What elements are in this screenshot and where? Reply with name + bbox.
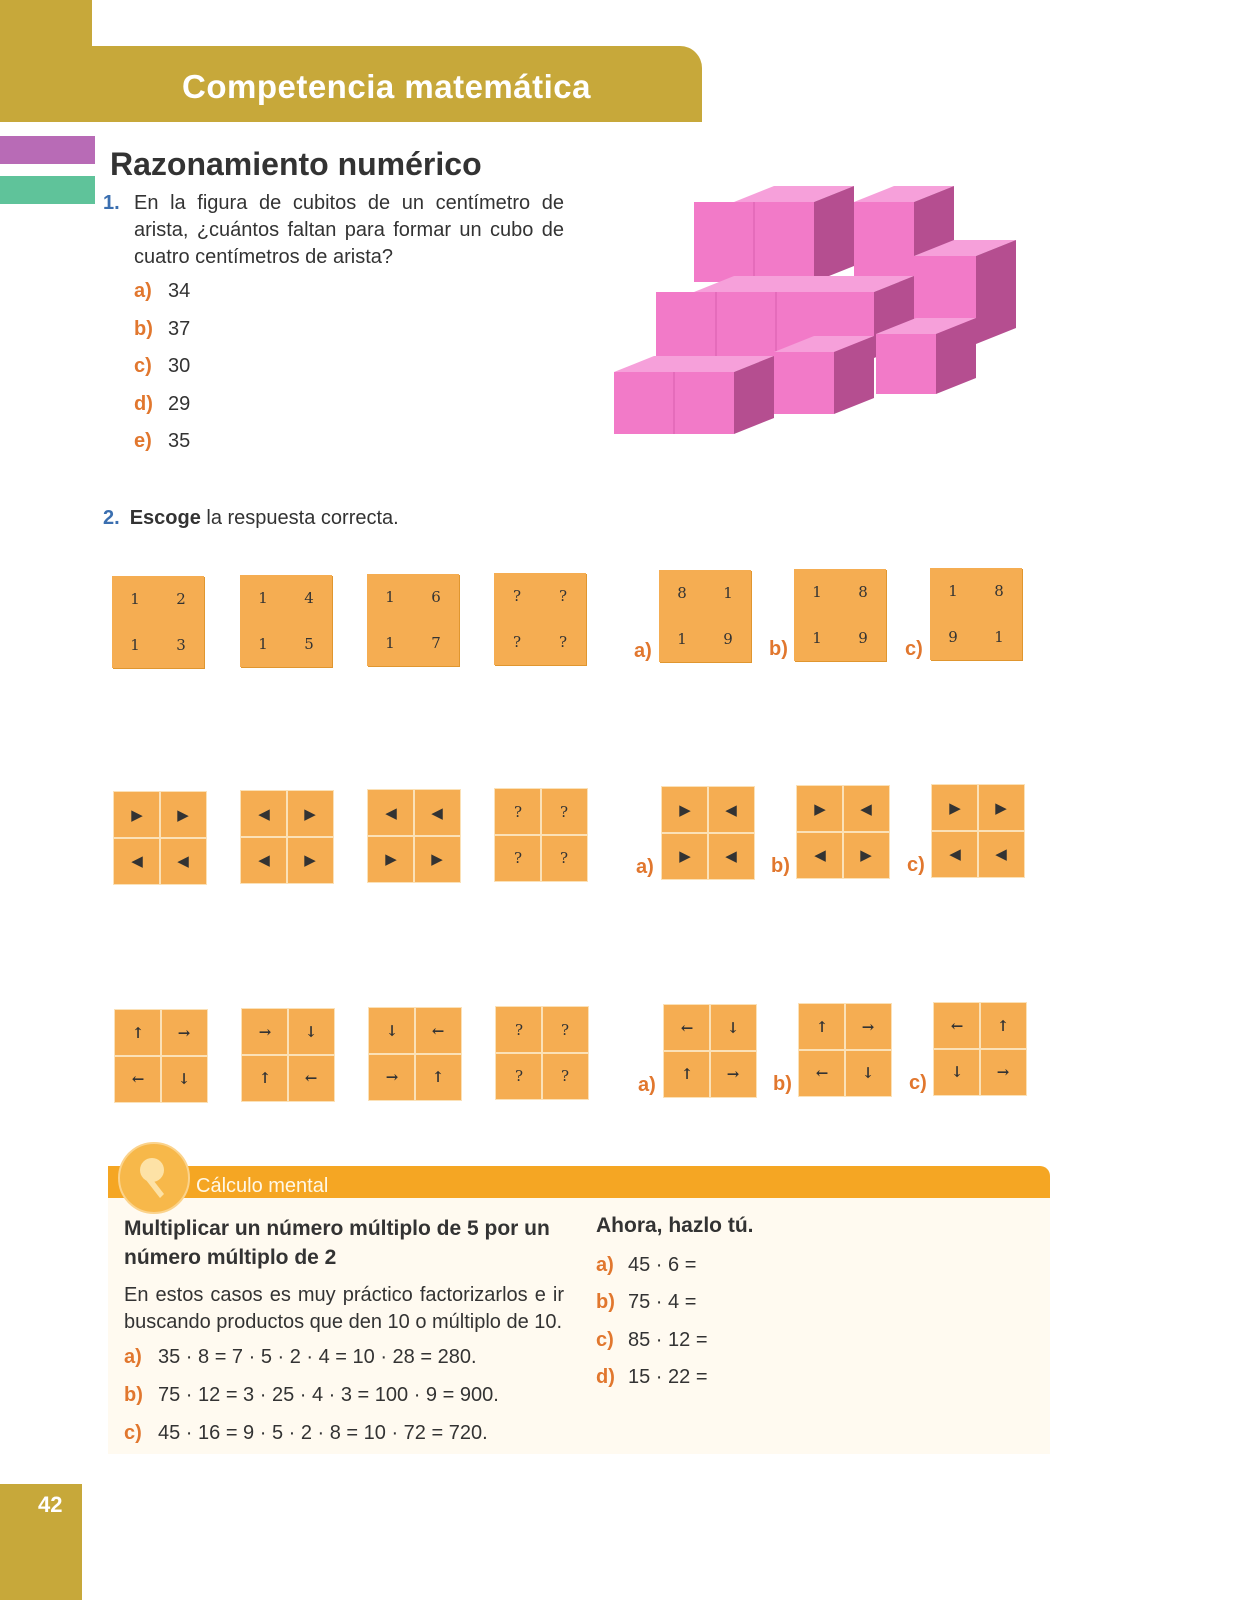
question-1-number: 1. xyxy=(103,192,120,214)
tile-cell: 1 xyxy=(130,590,140,608)
number-tile-1 xyxy=(112,576,204,668)
tile-cell: 8 xyxy=(858,583,868,601)
arrow-icon: → xyxy=(980,1049,1026,1095)
exercise-d xyxy=(596,1366,708,1389)
cube xyxy=(774,336,874,414)
triangle-icon: ◀ xyxy=(932,831,978,877)
triangle-tile-unknown xyxy=(495,789,587,881)
tile-cell: 1 xyxy=(812,629,822,647)
arrow-icon: → xyxy=(710,1051,756,1097)
tile-cell: 8 xyxy=(677,584,687,602)
pink-cubes-figure xyxy=(612,182,1032,442)
arrow-icon: ↑ xyxy=(242,1055,288,1101)
brain-pencil-icon xyxy=(118,1142,190,1214)
number-tile-3 xyxy=(367,574,459,666)
tile-cell: 1 xyxy=(258,589,268,607)
arrow-icon: → xyxy=(242,1009,288,1055)
arrow-tile-1 xyxy=(115,1010,207,1102)
tile-cell: ? xyxy=(496,1007,542,1053)
arrow-icon: ↓ xyxy=(845,1050,891,1096)
arrow-icon: ↓ xyxy=(161,1056,207,1102)
mental-calculation-title: Cálculo mental xyxy=(196,1175,329,1197)
triangle-icon: ▶ xyxy=(843,832,889,878)
exercise-letter: a) xyxy=(596,1254,614,1276)
triangle-icon: ◀ xyxy=(368,790,414,836)
section-title: Razonamiento numérico xyxy=(110,146,482,182)
number-tile-2 xyxy=(240,575,332,667)
question-2-bold: Escoge xyxy=(129,507,201,529)
arrow-icon: ← xyxy=(934,1003,980,1049)
decor-purple-stripe xyxy=(0,136,95,164)
arrow-option-c[interactable] xyxy=(934,1003,1026,1095)
page-number: 42 xyxy=(38,1492,63,1517)
arrow-option-b[interactable] xyxy=(799,1004,891,1096)
triangle-icon: ◀ xyxy=(708,833,754,879)
arrow-tile-3 xyxy=(369,1008,461,1100)
example-expression: 45 · 16 = 9 · 5 · 2 · 8 = 10 · 72 = 720. xyxy=(158,1422,488,1444)
banner-title: Competencia matemática xyxy=(182,68,591,105)
exercise-expression: 85 · 12 = xyxy=(628,1329,708,1351)
triangle-option-a[interactable] xyxy=(662,787,754,879)
tile-cell: ? xyxy=(541,835,587,881)
arrow-icon: ↑ xyxy=(415,1054,461,1100)
exercise-expression: 15 · 22 = xyxy=(628,1366,708,1388)
q1-option-a xyxy=(134,280,190,303)
triangle-icon: ◀ xyxy=(160,838,206,884)
triangle-icon: ◀ xyxy=(114,838,160,884)
mental-example-b xyxy=(124,1384,499,1407)
arrow-icon: ← xyxy=(288,1055,334,1101)
tile-cell: 1 xyxy=(385,634,395,652)
mental-heading: Multiplicar un número múltiplo de 5 por un número múltiplo de 2 xyxy=(124,1217,550,1269)
q1-option-b xyxy=(134,318,190,341)
arrow-option-c-label: c) xyxy=(909,1072,927,1094)
cube xyxy=(614,356,774,434)
option-letter: a) xyxy=(134,280,152,302)
tile-cell: 1 xyxy=(385,588,395,606)
tile-cell: 5 xyxy=(304,635,314,653)
tile-cell: ? xyxy=(558,633,568,651)
tile-cell: ? xyxy=(558,587,568,605)
exercise-a xyxy=(596,1254,696,1277)
triangle-tile-3 xyxy=(368,790,460,882)
exercise-letter: b) xyxy=(596,1291,615,1313)
option-letter: b) xyxy=(134,318,153,340)
example-letter: a) xyxy=(124,1346,142,1368)
tile-cell: 8 xyxy=(994,582,1004,600)
exercise-letter: c) xyxy=(596,1329,614,1351)
question-1-text: En la figura de cubitos de un centímetro de arista, ¿cuántos faltan para formar un cubo de cuatro centímetros de arista? xyxy=(134,192,564,268)
arrow-icon: ↑ xyxy=(980,1003,1026,1049)
number-option-b-label: b) xyxy=(769,638,788,660)
triangle-option-c-label: c) xyxy=(907,854,925,876)
triangle-option-b-label: b) xyxy=(771,855,790,877)
tile-cell: 6 xyxy=(431,588,441,606)
cube xyxy=(876,318,976,394)
triangle-icon: ▶ xyxy=(287,837,333,883)
triangle-icon: ▶ xyxy=(287,791,333,837)
exercise-heading: Ahora, hazlo tú. xyxy=(596,1214,754,1237)
tile-cell: 1 xyxy=(130,636,140,654)
option-letter: c) xyxy=(134,355,152,377)
arrow-icon: ↑ xyxy=(664,1051,710,1097)
cube xyxy=(694,186,854,282)
number-option-a[interactable] xyxy=(659,570,751,662)
number-option-a-label: a) xyxy=(634,640,652,662)
tile-cell: 2 xyxy=(176,590,186,608)
arrow-icon: ← xyxy=(415,1008,461,1054)
tile-cell: 4 xyxy=(304,589,314,607)
tile-cell: ? xyxy=(541,789,587,835)
triangle-icon: ▶ xyxy=(662,833,708,879)
number-option-c-label: c) xyxy=(905,638,923,660)
triangle-tile-1 xyxy=(114,792,206,884)
triangle-icon: ◀ xyxy=(241,791,287,837)
tile-cell: ? xyxy=(512,587,522,605)
example-letter: b) xyxy=(124,1384,143,1406)
q1-option-e xyxy=(134,430,190,453)
tile-cell: 1 xyxy=(994,628,1004,646)
exercise-expression: 75 · 4 = xyxy=(628,1291,697,1313)
arrow-icon: → xyxy=(161,1010,207,1056)
exercise-b xyxy=(596,1291,696,1314)
triangle-icon: ◀ xyxy=(414,790,460,836)
triangle-option-a-label: a) xyxy=(636,856,654,878)
option-letter: e) xyxy=(134,430,152,452)
triangle-icon: ◀ xyxy=(978,831,1024,877)
q1-option-c xyxy=(134,355,190,378)
tile-cell: 9 xyxy=(858,629,868,647)
option-value: 30 xyxy=(168,355,191,377)
option-value: 29 xyxy=(168,393,191,415)
triangle-icon: ◀ xyxy=(708,787,754,833)
arrow-icon: ↓ xyxy=(710,1005,756,1051)
question-2-text: la respuesta correcta. xyxy=(200,507,399,529)
tile-cell: 1 xyxy=(258,635,268,653)
option-value: 34 xyxy=(168,280,191,302)
triangle-icon: ◀ xyxy=(797,832,843,878)
tile-cell: 1 xyxy=(948,582,958,600)
tile-cell: ? xyxy=(495,789,541,835)
triangle-icon: ▶ xyxy=(797,786,843,832)
example-letter: c) xyxy=(124,1422,142,1444)
arrow-option-a[interactable] xyxy=(664,1005,756,1097)
example-expression: 75 · 12 = 3 · 25 · 4 · 3 = 100 · 9 = 900. xyxy=(158,1384,499,1406)
arrow-icon: → xyxy=(369,1054,415,1100)
tile-cell: ? xyxy=(542,1053,588,1099)
tile-cell: ? xyxy=(496,1053,542,1099)
mental-explanation: En estos casos es muy práctico factorizarlos e ir buscando productos que den 10 o múltiplo de 10. xyxy=(124,1284,564,1333)
arrow-tile-unknown xyxy=(496,1007,588,1099)
number-tile-unknown xyxy=(494,573,586,665)
arrow-icon: ↑ xyxy=(799,1004,845,1050)
tile-cell: 1 xyxy=(723,584,733,602)
exercise-c xyxy=(596,1329,708,1352)
arrow-icon: ← xyxy=(799,1050,845,1096)
option-value: 35 xyxy=(168,430,191,452)
tile-cell: 3 xyxy=(176,636,186,654)
tile-cell: ? xyxy=(512,633,522,651)
triangle-icon: ▶ xyxy=(932,785,978,831)
example-expression: 35 · 8 = 7 · 5 · 2 · 4 = 10 · 28 = 280. xyxy=(158,1346,477,1368)
triangle-icon: ▶ xyxy=(662,787,708,833)
arrow-icon: → xyxy=(845,1004,891,1050)
triangle-icon: ◀ xyxy=(843,786,889,832)
triangle-icon: ▶ xyxy=(368,836,414,882)
tile-cell: ? xyxy=(495,835,541,881)
tile-cell: ? xyxy=(542,1007,588,1053)
triangle-icon: ▶ xyxy=(414,836,460,882)
option-value: 37 xyxy=(168,318,191,340)
question-2-number: 2. xyxy=(103,507,120,529)
question-2 xyxy=(103,507,399,530)
arrow-icon: ↓ xyxy=(288,1009,334,1055)
exercise-letter: d) xyxy=(596,1366,615,1388)
decor-teal-stripe xyxy=(0,176,95,204)
mental-example-a xyxy=(124,1346,477,1369)
tile-cell: 9 xyxy=(723,630,733,648)
triangle-option-b[interactable] xyxy=(797,786,889,878)
q1-option-d xyxy=(134,393,190,416)
tile-cell: 9 xyxy=(948,628,958,646)
triangle-option-c[interactable] xyxy=(932,785,1024,877)
tile-cell: 7 xyxy=(431,634,441,652)
arrow-option-a-label: a) xyxy=(638,1074,656,1096)
arrow-icon: ← xyxy=(115,1056,161,1102)
arrow-icon: ↓ xyxy=(934,1049,980,1095)
brain-pencil-icon-graphic xyxy=(120,1144,188,1212)
arrow-icon: ↑ xyxy=(115,1010,161,1056)
arrow-tile-2 xyxy=(242,1009,334,1101)
number-option-b[interactable] xyxy=(794,569,886,661)
mental-example-c xyxy=(124,1422,488,1445)
exercise-expression: 45 · 6 = xyxy=(628,1254,697,1276)
number-option-c[interactable] xyxy=(930,568,1022,660)
triangle-icon: ▶ xyxy=(114,792,160,838)
arrow-icon: ← xyxy=(664,1005,710,1051)
tile-cell: 1 xyxy=(677,630,687,648)
triangle-icon: ▶ xyxy=(978,785,1024,831)
option-letter: d) xyxy=(134,393,153,415)
triangle-tile-2 xyxy=(241,791,333,883)
triangle-icon: ▶ xyxy=(160,792,206,838)
tile-cell: 1 xyxy=(812,583,822,601)
triangle-icon: ◀ xyxy=(241,837,287,883)
arrow-option-b-label: b) xyxy=(773,1073,792,1095)
arrow-icon: ↓ xyxy=(369,1008,415,1054)
